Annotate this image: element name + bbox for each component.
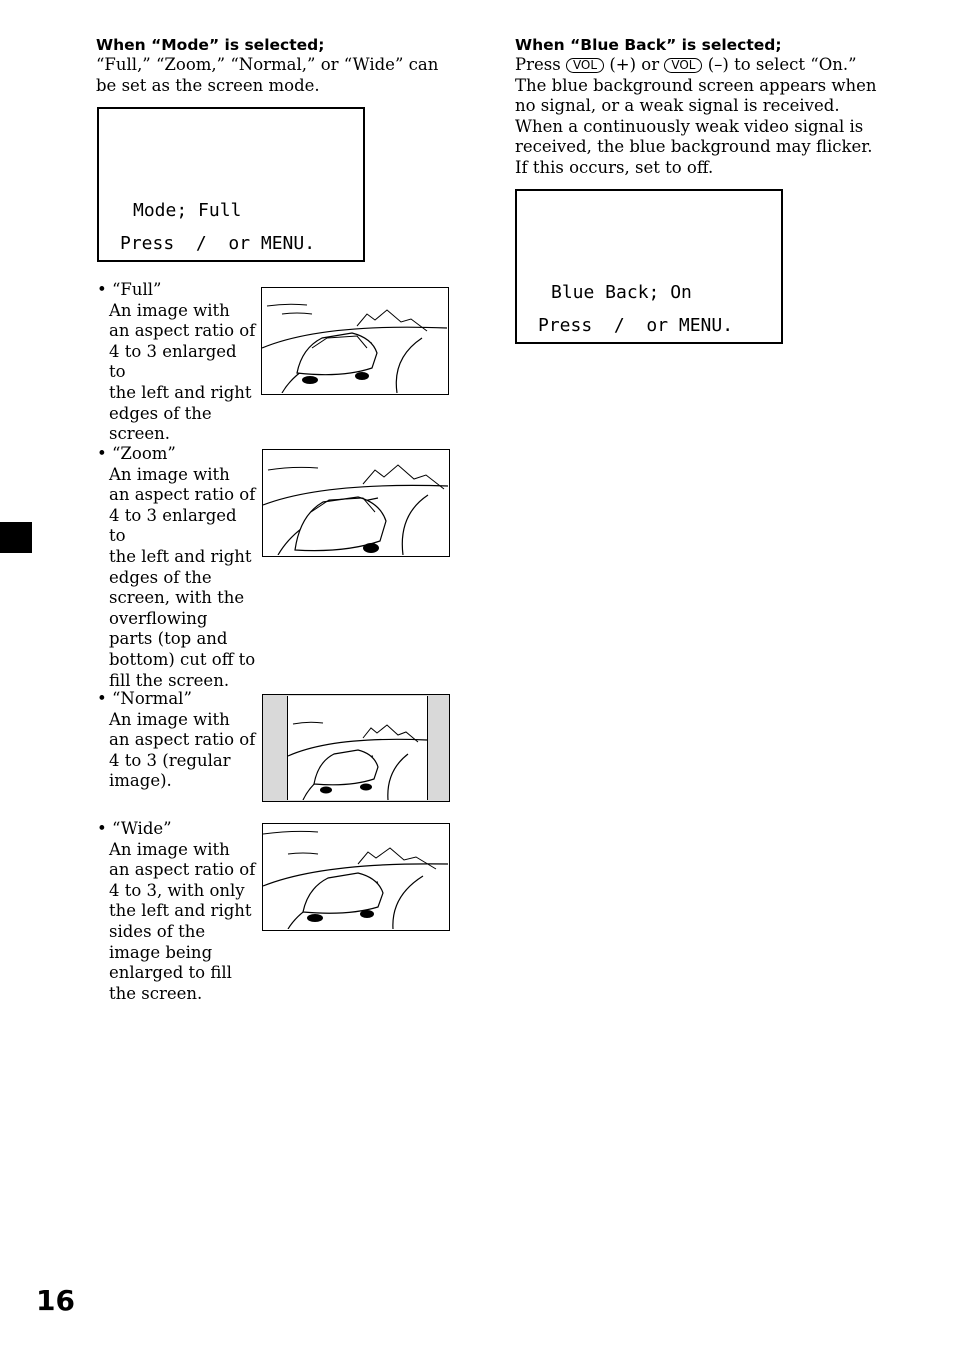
mode-intro xyxy=(96,55,456,96)
car-road-image xyxy=(262,288,447,393)
full-mode-illustration xyxy=(261,287,449,395)
description-line: When a continuously weak video signal is xyxy=(515,116,864,136)
normal-mode-illustration xyxy=(262,694,450,802)
vol-button-label: VOL xyxy=(566,58,604,73)
car-road-image xyxy=(263,450,448,555)
item-description: An image with an aspect ratio of 4 to 3, with only the left and right sides of the image being enlarged to fill the screen. xyxy=(109,839,256,1003)
item-description: An image with an aspect ratio of 4 to 3 (regular image). xyxy=(109,709,256,791)
description-line: If this occurs, set to off. xyxy=(515,157,714,177)
normal-image-area xyxy=(287,696,428,800)
mode-item-full xyxy=(97,280,257,445)
item-title: • “Wide” xyxy=(97,819,172,838)
section-tab-marker xyxy=(0,522,32,553)
item-title: • “Full” xyxy=(97,280,162,299)
description-line: The blue background screen appears when xyxy=(515,75,877,95)
item-title: • “Normal” xyxy=(97,689,192,708)
zoom-mode-illustration xyxy=(262,449,450,557)
item-description: An image with an aspect ratio of 4 to 3 enlarged to the left and right edges of the screen, with the overflowing parts (top and bottom) cut off to fill the screen. xyxy=(109,464,256,690)
lcd-instruction-line: Press / or MENU. xyxy=(538,315,734,336)
lcd-mode-line: Mode; Full xyxy=(133,200,242,221)
blue-back-description xyxy=(515,55,885,179)
description-line: no signal, or a weak signal is received. xyxy=(515,96,840,116)
car-road-image xyxy=(288,696,427,800)
vol-button-label: VOL xyxy=(664,58,702,73)
lcd-blue-back-line: Blue Back; On xyxy=(551,282,692,303)
mode-item-zoom xyxy=(97,444,257,691)
description-line: received, the blue background may flicker. xyxy=(515,137,873,157)
car-road-image xyxy=(263,824,448,929)
wide-mode-illustration xyxy=(262,823,450,931)
blue-back-heading: When “Blue Back” is selected; xyxy=(515,36,782,54)
mode-item-normal xyxy=(97,689,257,792)
mode-lcd-display xyxy=(97,107,365,262)
mode-item-wide xyxy=(97,819,257,1004)
page-number: 16 xyxy=(36,1284,75,1317)
mode-intro-line: “Full,” “Zoom,” “Normal,” or “Wide” can xyxy=(96,55,439,74)
mode-intro-line: be set as the screen mode. xyxy=(96,75,320,95)
lcd-instruction-line: Press / or MENU. xyxy=(120,233,316,254)
item-description: An image with an aspect ratio of 4 to 3 enlarged to the left and right edges of the screen. xyxy=(109,300,256,444)
blue-back-lcd-display xyxy=(515,189,783,344)
item-title: • “Zoom” xyxy=(97,444,176,463)
mode-heading: When “Mode” is selected; xyxy=(96,36,325,54)
instruction-line: Press VOL (+) or VOL (–) to select “On.” xyxy=(515,55,857,74)
